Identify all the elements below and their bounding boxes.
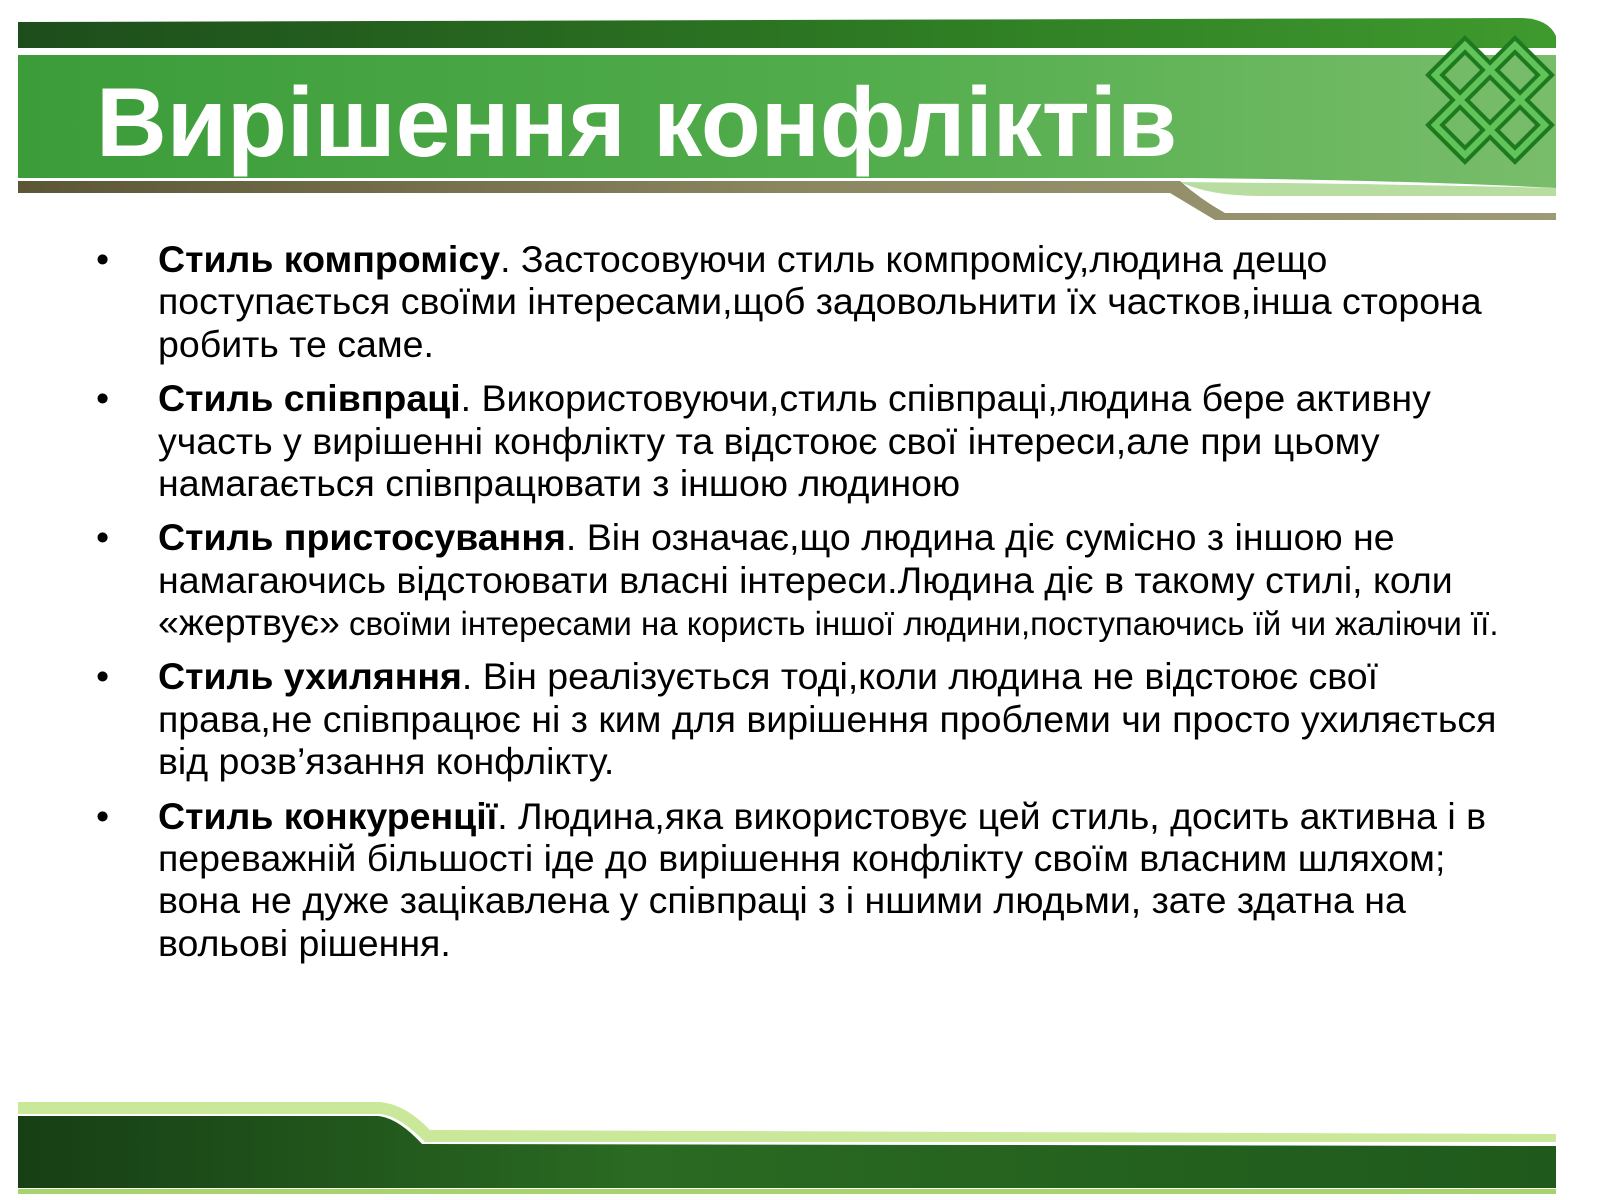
slide-title: Вирішення конфліктів [96,67,1178,177]
style-term: Стиль конкуренції [158,794,498,837]
list-item [96,655,1526,782]
style-description: . Застосовуючи стиль компромісу,людина дещо поступається своїми інтересами,щоб задовольнити їх частков,інша сторона робить те саме. [158,238,1482,365]
style-description: . Людина,яка використовує цей стиль, досить активна і в переважній більшості іде до вирішення конфлікту своїм власним шляхом; вона не дуже зацікавлена у співпраці з і ншими людьми, зате здатна на вольові рішення. [158,794,1487,964]
footer-banner [0,1090,1600,1200]
style-description: . Він означає,що людина діє сумісно з іншою не намагаючись відстоювати власні інтереси.Людина діє в такому стилі, коли «жертвує» [158,516,1453,643]
list-item [96,238,1526,365]
style-description-small: своїми інтересами на користь іншої людини,поступаючись їй чи жаліючи її. [339,605,1499,642]
style-term: Стиль співпраці [158,377,461,420]
bullet-list [96,238,1526,976]
style-term: Стиль ухиляння [158,655,462,698]
style-description: . Він реалізується тоді,коли людина не відстоює свої права,не співпрацює ні з ким для вирішення проблеми чи просто ухиляється від розв’язання конфлікту. [158,655,1497,783]
style-description: . Використовуючи,стиль співпраці,людина бере активну участь у вирішенні конфлікту та відстоює свої інтереси,але при цьому намагається співпрацювати з іншою людиною [158,377,1431,504]
bullet-marker: • [96,655,110,698]
style-term: Стиль компромісу [158,238,501,280]
list-item [96,516,1526,643]
bullet-marker: • [96,377,110,420]
list-item [96,795,1526,965]
bullet-marker: • [96,238,110,280]
bullet-marker: • [96,516,110,559]
style-term: Стиль пристосування [158,516,566,559]
bullet-marker: • [96,794,110,837]
woven-knot-icon [1420,30,1560,170]
list-item [96,377,1526,504]
